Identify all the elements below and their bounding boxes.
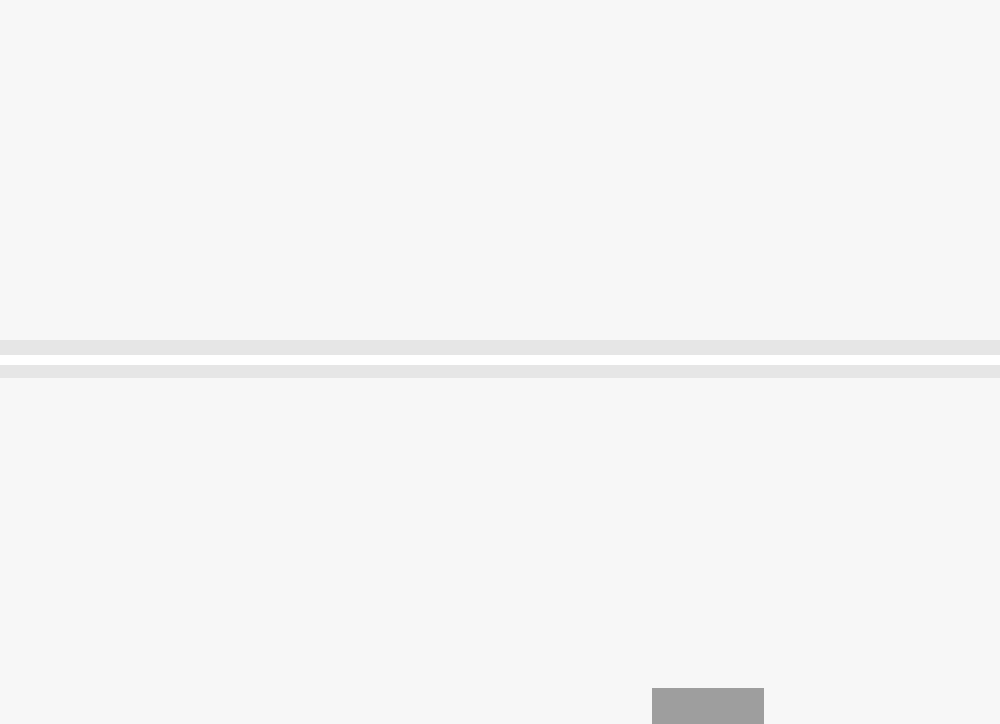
top-week-page <box>0 0 1000 328</box>
spiral-binding <box>0 328 1000 392</box>
top-day-columns <box>22 62 978 324</box>
bottom-day-columns <box>22 418 978 680</box>
page-number <box>652 688 764 724</box>
bottom-week-page <box>0 392 1000 692</box>
binding-strip <box>0 355 1000 365</box>
